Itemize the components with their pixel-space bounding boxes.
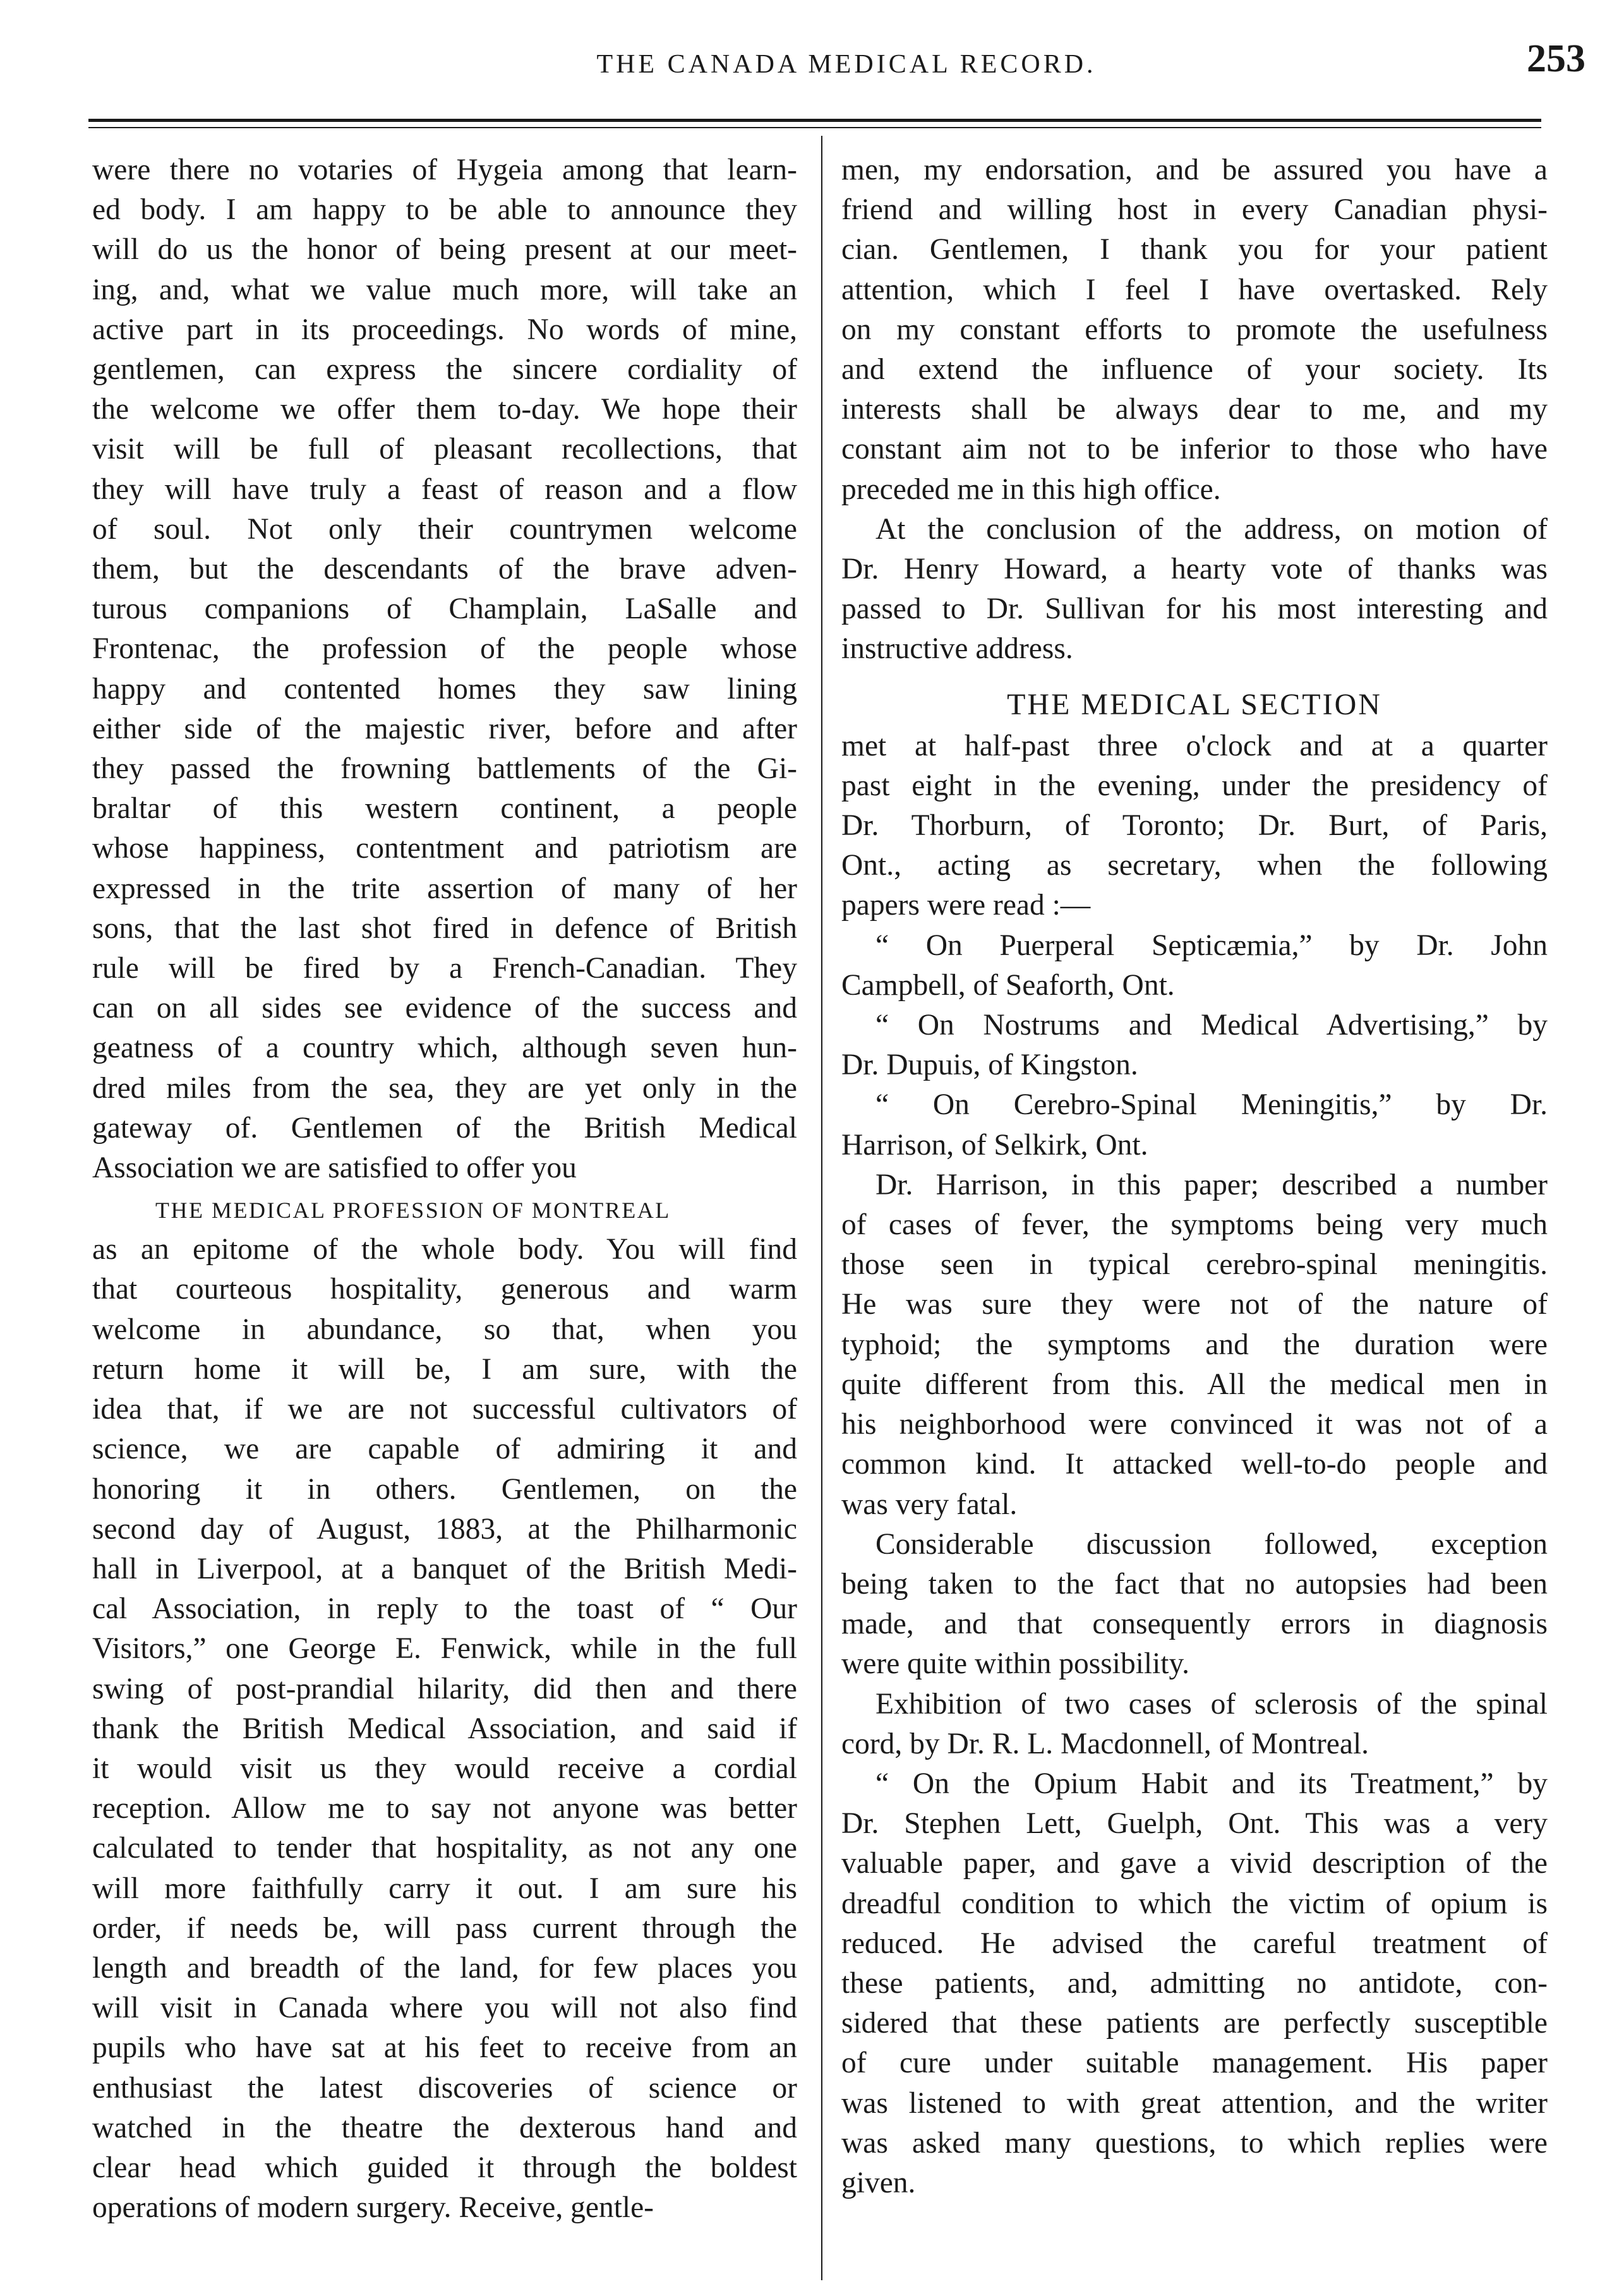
text-line: of cure under suitable management. His paper xyxy=(841,2047,1548,2080)
column-divider xyxy=(821,136,822,2280)
text-line: whose happiness, contentment and patriotism are xyxy=(92,832,797,865)
text-line: passed to Dr. Sullivan for his most interesting and xyxy=(841,592,1548,626)
text-line: gentlemen, can express the sincere cordiality of xyxy=(92,353,797,387)
text-line: they passed the frowning battlements of the Gi- xyxy=(92,752,797,786)
text-line: being taken to the fact that no autopsies had been xyxy=(841,1567,1548,1601)
text-line: will do us the honor of being present at our meet- xyxy=(92,233,797,267)
text-line: active part in its proceedings. No words of mine, xyxy=(92,313,797,346)
text-line: visit will be full of pleasant recollections, that xyxy=(92,433,797,466)
text-line: “ On Nostrums and Medical Advertising,” by xyxy=(875,1009,1548,1042)
text-line: it would visit us they would receive a cordial xyxy=(92,1752,797,1785)
text-line: cal Association, in reply to the toast of “ Our xyxy=(92,1592,797,1626)
text-line: honoring it in others. Gentlemen, on the xyxy=(92,1472,797,1506)
text-line: that courteous hospitality, generous and warm xyxy=(92,1273,797,1306)
paragraph xyxy=(92,150,797,1188)
text-line: common kind. It attacked well-to-do people and xyxy=(841,1448,1548,1481)
right-column xyxy=(841,150,1548,2203)
text-line: order, if needs be, will pass current through the xyxy=(92,1911,797,1945)
text-line: operations of modern surgery. Receive, gentle- xyxy=(92,2191,654,2225)
paragraph xyxy=(841,1764,1548,2203)
paragraph xyxy=(92,1230,797,2228)
text-line: length and breadth of the land, for few places you xyxy=(92,1951,797,1985)
text-line: “ On the Opium Habit and its Treatment,” by xyxy=(875,1767,1548,1800)
text-line: attention, which I feel I have overtasked. Rely xyxy=(841,273,1548,306)
page-header xyxy=(0,0,1624,139)
text-line: Dr. Henry Howard, a hearty vote of thanks was xyxy=(841,553,1548,586)
text-line: ing, and, what we value much more, will take an xyxy=(92,273,797,306)
paragraph xyxy=(841,1165,1548,1525)
text-line: pupils who have sat at his feet to receive from an xyxy=(92,2031,797,2065)
text-line: cian. Gentlemen, I thank you for your patient xyxy=(841,233,1548,267)
text-line: constant aim not to be inferior to those who have xyxy=(841,433,1548,466)
text-line: sons, that the last shot fired in defence of British xyxy=(92,911,797,945)
text-line: of cases of fever, the symptoms being very much xyxy=(841,1208,1548,1242)
paragraph xyxy=(841,510,1548,670)
text-line: Dr. Dupuis, of Kingston. xyxy=(841,1049,1138,1082)
paragraph xyxy=(841,1685,1548,1764)
text-line: gateway of. Gentlemen of the British Medical xyxy=(92,1111,797,1145)
text-line: past eight in the evening, under the presidency of xyxy=(841,769,1548,802)
text-line: reduced. He advised the careful treatment of xyxy=(841,1926,1548,1960)
text-line: his neighborhood were convinced it was not of a xyxy=(841,1408,1548,1441)
text-line: Dr. Harrison, in this paper; described a number xyxy=(875,1168,1548,1201)
text-line: was asked many questions, to which replies were xyxy=(841,2126,1548,2160)
text-line: expressed in the trite assertion of many of her xyxy=(92,872,797,905)
text-line: men, my endorsation, and be assured you have a xyxy=(841,153,1548,186)
text-line: instructive address. xyxy=(841,632,1073,666)
text-line: hall in Liverpool, at a banquet of the British Medi- xyxy=(92,1552,797,1585)
text-line: the welcome we offer them to-day. We hope their xyxy=(92,393,797,426)
text-line: clear head which guided it through the boldest xyxy=(92,2151,797,2184)
text-line: He was sure they were not of the nature of xyxy=(841,1288,1548,1321)
text-line: Exhibition of two cases of sclerosis of the spinal xyxy=(875,1687,1548,1721)
text-line: these patients, and, admitting no antidote, con- xyxy=(841,1966,1548,2000)
text-line: rule will be fired by a French-Canadian. They xyxy=(92,952,797,985)
text-line: those seen in typical cerebro-spinal meningitis. xyxy=(841,1248,1548,1282)
text-line: Considerable discussion followed, exception xyxy=(875,1527,1548,1561)
text-line: and extend the influence of your society. Its xyxy=(841,353,1548,387)
text-line: ed body. I am happy to be able to announce they xyxy=(92,193,797,227)
text-line: given. xyxy=(841,2166,916,2199)
header-rule-thick xyxy=(88,119,1541,122)
paragraph xyxy=(841,926,1548,1006)
text-line: return home it will be, I am sure, with the xyxy=(92,1352,797,1386)
text-line: At the conclusion of the address, on motion of xyxy=(875,512,1548,546)
text-line: were there no votaries of Hygeia among that learn- xyxy=(92,153,797,186)
text-line: Visitors,” one George E. Fenwick, while in the full xyxy=(92,1632,797,1666)
text-line: second day of August, 1883, at the Philharmonic xyxy=(92,1512,797,1546)
text-line: Dr. Thorburn, of Toronto; Dr. Burt, of Paris, xyxy=(841,809,1548,843)
text-line: watched in the theatre the dexterous hand and xyxy=(92,2111,797,2144)
text-line: either side of the majestic river, before and after xyxy=(92,712,797,745)
text-line: “ On Cerebro-Spinal Meningitis,” by Dr. xyxy=(875,1088,1548,1122)
text-line: typhoid; the symptoms and the duration were xyxy=(841,1328,1548,1361)
text-line: cord, by Dr. R. L. Macdonnell, of Montreal. xyxy=(841,1727,1369,1760)
text-line: will more faithfully carry it out. I am sure his xyxy=(92,1872,797,1905)
left-column xyxy=(92,150,797,2228)
text-line: them, but the descendants of the brave adven- xyxy=(92,553,797,586)
text-line: Association we are satisfied to offer you xyxy=(92,1151,577,1185)
text-line: dred miles from the sea, they are yet only in the xyxy=(92,1071,797,1105)
paragraph xyxy=(841,1525,1548,1685)
text-line: Campbell, of Seaforth, Ont. xyxy=(841,968,1175,1002)
text-line: met at half-past three o'clock and at a quarter xyxy=(841,729,1548,762)
text-line: happy and contented homes they saw lining xyxy=(92,672,797,706)
text-line: enthusiast the latest discoveries of science or xyxy=(92,2071,797,2105)
running-title: THE CANADA MEDICAL RECORD. xyxy=(596,50,1097,79)
text-line: of soul. Not only their countrymen welcome xyxy=(92,512,797,546)
text-line: made, and that consequently errors in diagnosis xyxy=(841,1608,1548,1641)
paragraph xyxy=(841,1085,1548,1165)
text-line: welcome in abundance, so that, when you xyxy=(92,1313,797,1346)
text-line: quite different from this. All the medical men in xyxy=(841,1367,1548,1401)
text-line: Frontenac, the profession of the people whose xyxy=(92,632,797,666)
section-heading-medical-profession: THE MEDICAL PROFESSION OF MONTREAL xyxy=(155,1198,671,1223)
text-line: was listened to with great attention, and the writer xyxy=(841,2086,1548,2120)
paragraph xyxy=(841,150,1548,510)
text-line: Harrison, of Selkirk, Ont. xyxy=(841,1128,1148,1162)
text-line: swing of post-prandial hilarity, did then and there xyxy=(92,1672,797,1705)
text-line: valuable paper, and gave a vivid description of the xyxy=(841,1847,1548,1880)
text-line: can on all sides see evidence of the success and xyxy=(92,992,797,1025)
text-line: dreadful condition to which the victim of opium is xyxy=(841,1887,1548,1920)
text-line: Ont., acting as secretary, when the following xyxy=(841,849,1548,882)
text-line: turous companions of Champlain, LaSalle and xyxy=(92,592,797,626)
text-line: “ On Puerperal Septicæmia,” by Dr. John xyxy=(875,929,1548,962)
page-number: 253 xyxy=(1527,37,1585,80)
header-rule-thin xyxy=(88,127,1541,128)
text-line: reception. Allow me to say not anyone was better xyxy=(92,1792,797,1825)
text-line: braltar of this western continent, a people xyxy=(92,792,797,826)
text-line: papers were read :— xyxy=(841,889,1091,922)
text-line: friend and willing host in every Canadian physi- xyxy=(841,193,1548,227)
paragraph xyxy=(841,1006,1548,1085)
text-line: were quite within possibility. xyxy=(841,1647,1190,1681)
text-line: thank the British Medical Association, and said if xyxy=(92,1712,797,1745)
text-line: will visit in Canada where you will not also find xyxy=(92,1992,797,2025)
text-line: calculated to tender that hospitality, as not any one xyxy=(92,1832,797,1865)
text-line: idea that, if we are not successful cultivators of xyxy=(92,1393,797,1426)
paragraph xyxy=(841,726,1548,926)
text-line: as an epitome of the whole body. You will find xyxy=(92,1233,797,1266)
text-line: interests shall be always dear to me, and my xyxy=(841,393,1548,426)
section-heading-medical-section: THE MEDICAL SECTION xyxy=(1007,687,1382,721)
text-line: Dr. Stephen Lett, Guelph, Ont. This was a very xyxy=(841,1807,1548,1841)
text-line: science, we are capable of admiring it and xyxy=(92,1433,797,1466)
text-line: preceded me in this high office. xyxy=(841,472,1221,506)
text-line: was very fatal. xyxy=(841,1488,1018,1521)
text-line: they will have truly a feast of reason and a flow xyxy=(92,472,797,506)
text-line: geatness of a country which, although seven hun- xyxy=(92,1031,797,1065)
text-line: sidered that these patients are perfectly susceptible xyxy=(841,2007,1548,2040)
text-line: on my constant efforts to promote the usefulness xyxy=(841,313,1548,346)
